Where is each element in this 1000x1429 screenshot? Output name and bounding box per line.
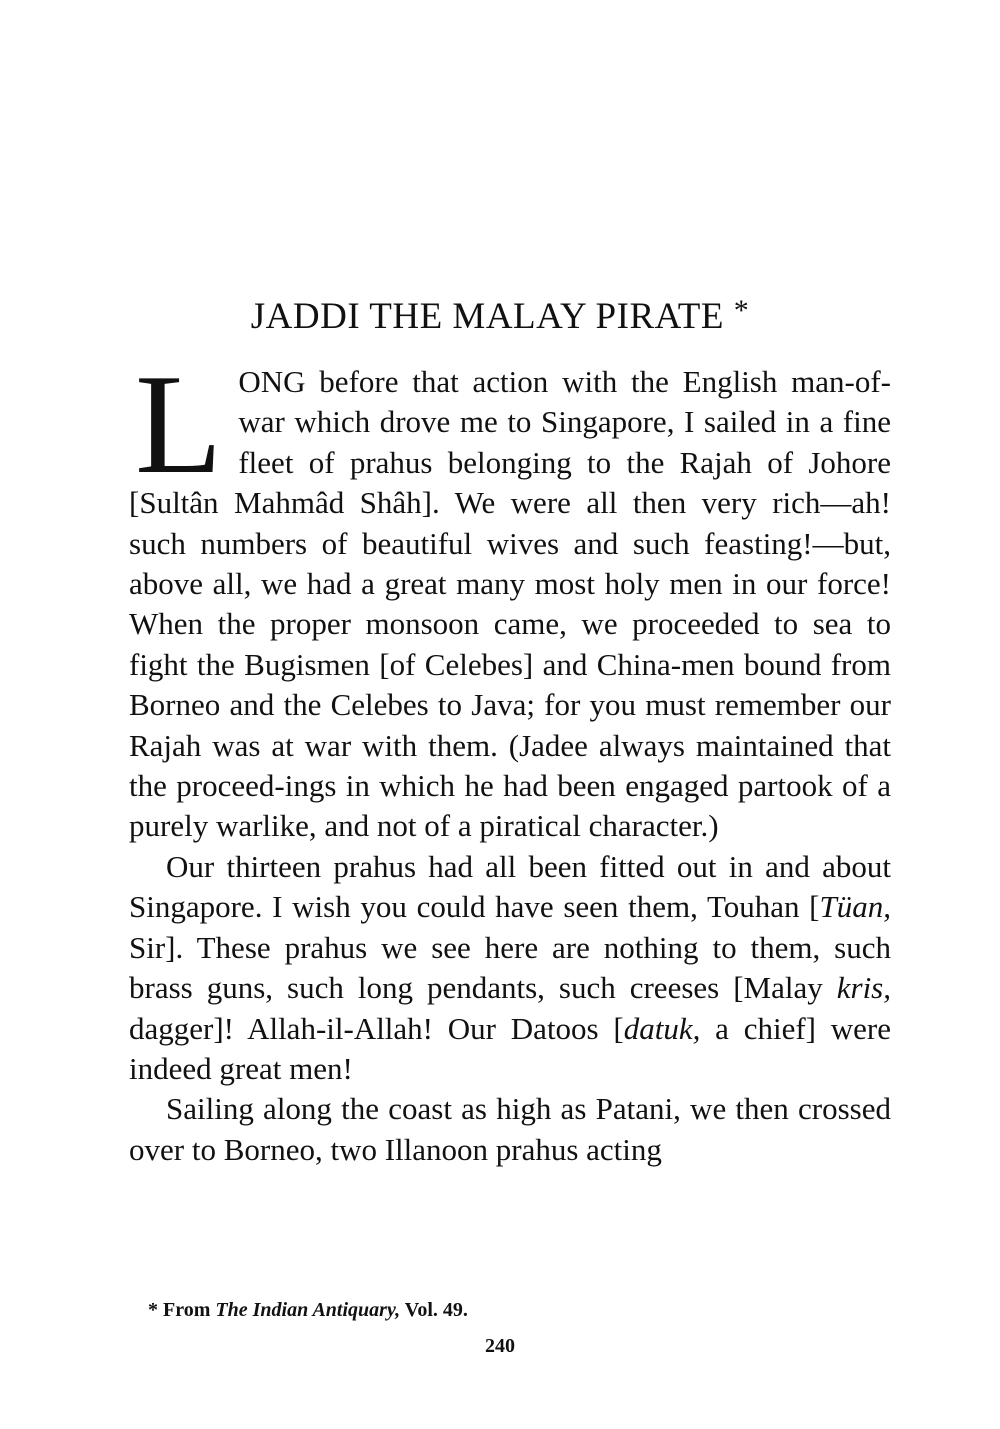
drop-cap: L bbox=[135, 345, 223, 503]
footnote-source: The Indian Antiquary, bbox=[215, 1299, 401, 1321]
paragraph-2-italic-b: kris, bbox=[836, 970, 891, 1006]
body-text bbox=[129, 345, 891, 1170]
footnote-marker: * bbox=[733, 294, 750, 327]
footnote-marker-bottom: * bbox=[148, 1299, 158, 1321]
paragraph-2-text-a: Our thirteen prahus had all been fitted out in and about Singapore. I wish you could have seen them, Touhan [ bbox=[129, 848, 891, 925]
paragraph-3 bbox=[129, 1089, 891, 1170]
paragraph-2-italic-a: Tüan, bbox=[819, 889, 891, 925]
chapter-title-text: JADDI THE MALAY PIRATE bbox=[250, 296, 724, 337]
footnote-suffix: Vol. 49. bbox=[400, 1299, 468, 1321]
page-number: 240 bbox=[485, 1335, 515, 1357]
paragraph-3-text: Sailing along the coast as high as Patani, we then crossed over to Borneo, two Illanoon prahus acting bbox=[129, 1091, 891, 1167]
paragraph-1-text: ONG before that action with the English man-of-war which drove me to Singapore, I sailed in a fine fleet of prahus belonging to the Rajah of Johore [Sultân Mahmâd Shâh]. We were all then very rich—ah! such numbers of beautiful wives and such feasting!—but, above all, we had a great many most holy men in our force! When the proper monsoon came, we proceeded to sea to fight the Bugismen [of Celebes] and China-men bound from Borneo and the Celebes to Java; for you must remember our Rajah was at war with them. (Jadee always maintained that the proceed-ings in which he had been engaged partook of a purely warlike, and not of a piratical character.) bbox=[129, 364, 891, 844]
paragraph-2 bbox=[129, 847, 891, 1089]
paragraph-2-italic-c: datuk, bbox=[623, 1010, 701, 1046]
footnote-prefix: From bbox=[158, 1299, 216, 1321]
paragraph-2-text-d: a chief] were indeed great men! bbox=[129, 1010, 891, 1086]
paragraph-2-text-c: dagger]! Allah-il-Allah! Our Datoos [ bbox=[129, 1010, 624, 1046]
footnote bbox=[148, 1296, 468, 1324]
chapter-title bbox=[0, 287, 1000, 341]
paragraph-1 bbox=[129, 345, 891, 847]
paragraph-2-text-b: Sir]. These prahus we see here are nothing to them, such brass guns, such long pendants, such creeses [Malay bbox=[129, 929, 891, 1006]
